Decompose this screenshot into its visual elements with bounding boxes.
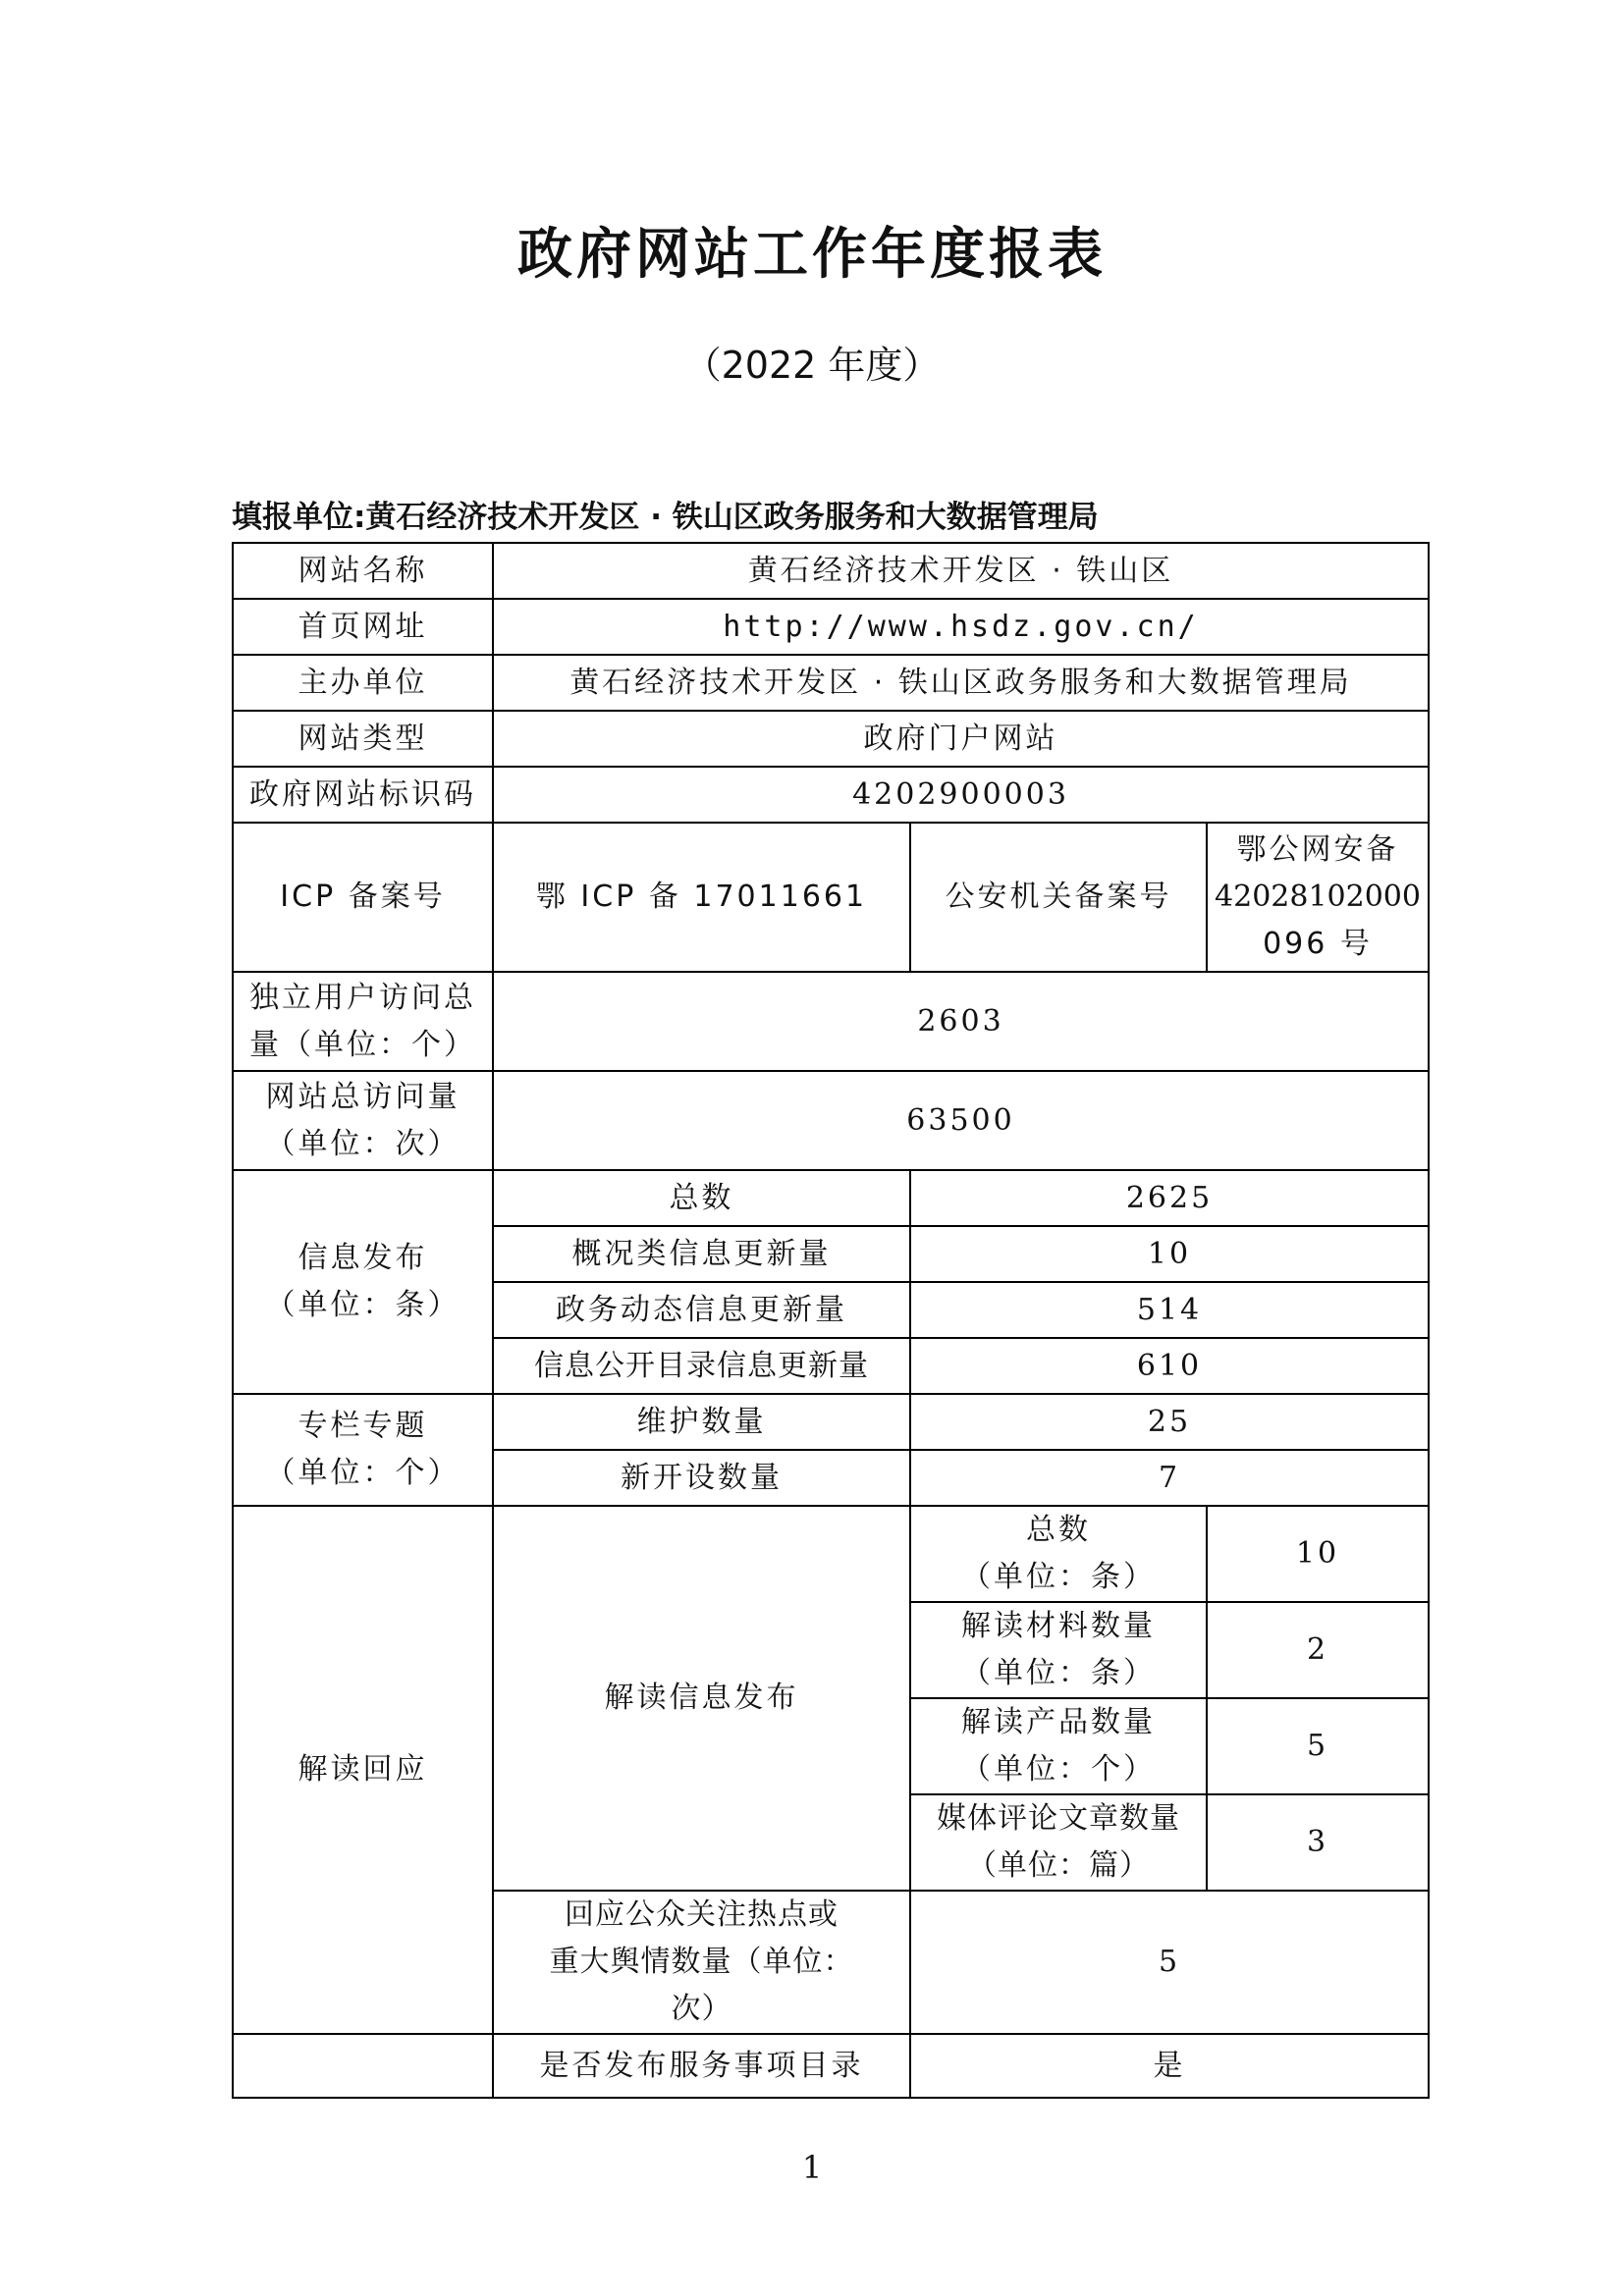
sponsor-label: 主办单位 <box>233 655 493 711</box>
homepage-url: http://www.hsdz.gov.cn/ <box>493 599 1429 655</box>
unique-visitors-value: 2603 <box>493 972 1429 1071</box>
interpretation-item-label-line: 总数 <box>1026 1513 1091 1547</box>
table-row <box>233 655 1429 711</box>
interpretation-item-label <box>910 1506 1207 1602</box>
police-record-label: 公安机关备案号 <box>910 823 1207 972</box>
hotspot-response-label <box>493 1891 910 2034</box>
info-release-label-line: 信息发布 <box>298 1241 428 1275</box>
interpretation-item-label <box>910 1602 1207 1698</box>
interpretation-item-label-line: 媒体评论文章数量 <box>937 1801 1180 1836</box>
police-record-line: 42028102000 <box>1215 880 1421 914</box>
info-release-item-label: 信息公开目录信息更新量 <box>493 1338 910 1394</box>
site-id-value: 4202900003 <box>493 767 1429 823</box>
table-row <box>233 599 1429 655</box>
interpretation-item-label-line: （单位：条） <box>961 1560 1156 1594</box>
hotspot-response-label-line: 重大舆情数量（单位： <box>549 1945 854 1979</box>
columns-label-line: （单位：个） <box>265 1456 460 1490</box>
interpretation-item-label-line: 解读产品数量 <box>961 1705 1156 1739</box>
info-release-item-value: 514 <box>910 1282 1429 1338</box>
total-visits-label-line: 网站总访问量 <box>265 1079 460 1114</box>
total-visits-label <box>233 1071 493 1170</box>
interpretation-item-label-line: （单位：个） <box>961 1752 1156 1787</box>
columns-item-label: 新开设数量 <box>493 1450 910 1506</box>
table-row <box>233 1394 1429 1450</box>
interpretation-item-label-line: 解读材料数量 <box>961 1609 1156 1643</box>
info-release-label-line: （单位：条） <box>265 1288 460 1322</box>
hotspot-response-label-line: 次） <box>671 1992 732 2026</box>
unique-visitors-label-line: 独立用户访问总 <box>249 980 476 1015</box>
report-table <box>232 542 1430 2099</box>
hotspot-response-label-line: 回应公众关注热点或 <box>565 1897 839 1932</box>
service-catalog-label: 是否发布服务事项目录 <box>493 2034 910 2098</box>
table-row <box>233 972 1429 1071</box>
interpretation-item-value: 10 <box>1207 1506 1429 1602</box>
reporting-unit: 填报单位:黄石经济技术开发区 · 铁山区政务服务和大数据管理局 <box>232 500 1099 535</box>
total-visits-value: 63500 <box>493 1071 1429 1170</box>
info-release-item-value: 610 <box>910 1338 1429 1394</box>
interpretation-item-value: 2 <box>1207 1602 1429 1698</box>
info-release-item-value: 10 <box>910 1226 1429 1282</box>
site-name-label: 网站名称 <box>233 543 493 599</box>
table-row <box>233 711 1429 767</box>
interpretation-item-value: 3 <box>1207 1794 1429 1891</box>
info-release-item-value: 2625 <box>910 1170 1429 1226</box>
site-id-label: 政府网站标识码 <box>233 767 493 823</box>
police-record-value <box>1207 823 1429 972</box>
info-release-item-label: 概况类信息更新量 <box>493 1226 910 1282</box>
interpretation-item-label-line: （单位：篇） <box>967 1848 1150 1883</box>
homepage-label: 首页网址 <box>233 599 493 655</box>
icp-value: 鄂 ICP 备 17011661 <box>493 823 910 972</box>
info-release-label <box>233 1170 493 1394</box>
columns-label-line: 专栏专题 <box>298 1409 428 1443</box>
interpretation-item-label <box>910 1794 1207 1891</box>
columns-item-value: 25 <box>910 1394 1429 1450</box>
icp-label: ICP 备案号 <box>233 823 493 972</box>
table-row <box>233 767 1429 823</box>
columns-item-label: 维护数量 <box>493 1394 910 1450</box>
site-name-value: 黄石经济技术开发区 · 铁山区 <box>493 543 1429 599</box>
report-year: （2022 年度） <box>683 344 941 387</box>
unique-visitors-label-line: 量（单位：个） <box>249 1027 476 1062</box>
interpretation-item-label-line: （单位：条） <box>961 1656 1156 1690</box>
table-row <box>233 1506 1429 1602</box>
table-row <box>233 823 1429 972</box>
site-type-label: 网站类型 <box>233 711 493 767</box>
hotspot-response-value: 5 <box>910 1891 1429 2034</box>
sponsor-value: 黄石经济技术开发区 · 铁山区政务服务和大数据管理局 <box>493 655 1429 711</box>
interpretation-label: 解读回应 <box>233 1506 493 2034</box>
page-number: 1 <box>801 2149 823 2186</box>
police-record-line: 鄂公网安备 <box>1236 832 1399 867</box>
info-release-item-label: 政务动态信息更新量 <box>493 1282 910 1338</box>
table-row <box>233 2034 1429 2098</box>
interpretation-release-label: 解读信息发布 <box>493 1506 910 1891</box>
police-record-line: 096 号 <box>1263 927 1373 961</box>
table-row <box>233 1071 1429 1170</box>
interpretation-item-label <box>910 1698 1207 1794</box>
columns-label <box>233 1394 493 1506</box>
empty-cell <box>233 2034 493 2098</box>
table-row <box>233 1170 1429 1226</box>
info-release-item-label: 总数 <box>493 1170 910 1226</box>
page-title: 政府网站工作年度报表 <box>517 223 1107 287</box>
total-visits-label-line: （单位：次） <box>265 1126 460 1161</box>
interpretation-item-value: 5 <box>1207 1698 1429 1794</box>
service-catalog-value: 是 <box>910 2034 1429 2098</box>
table-row <box>233 543 1429 599</box>
columns-item-value: 7 <box>910 1450 1429 1506</box>
unique-visitors-label <box>233 972 493 1071</box>
site-type-value: 政府门户网站 <box>493 711 1429 767</box>
